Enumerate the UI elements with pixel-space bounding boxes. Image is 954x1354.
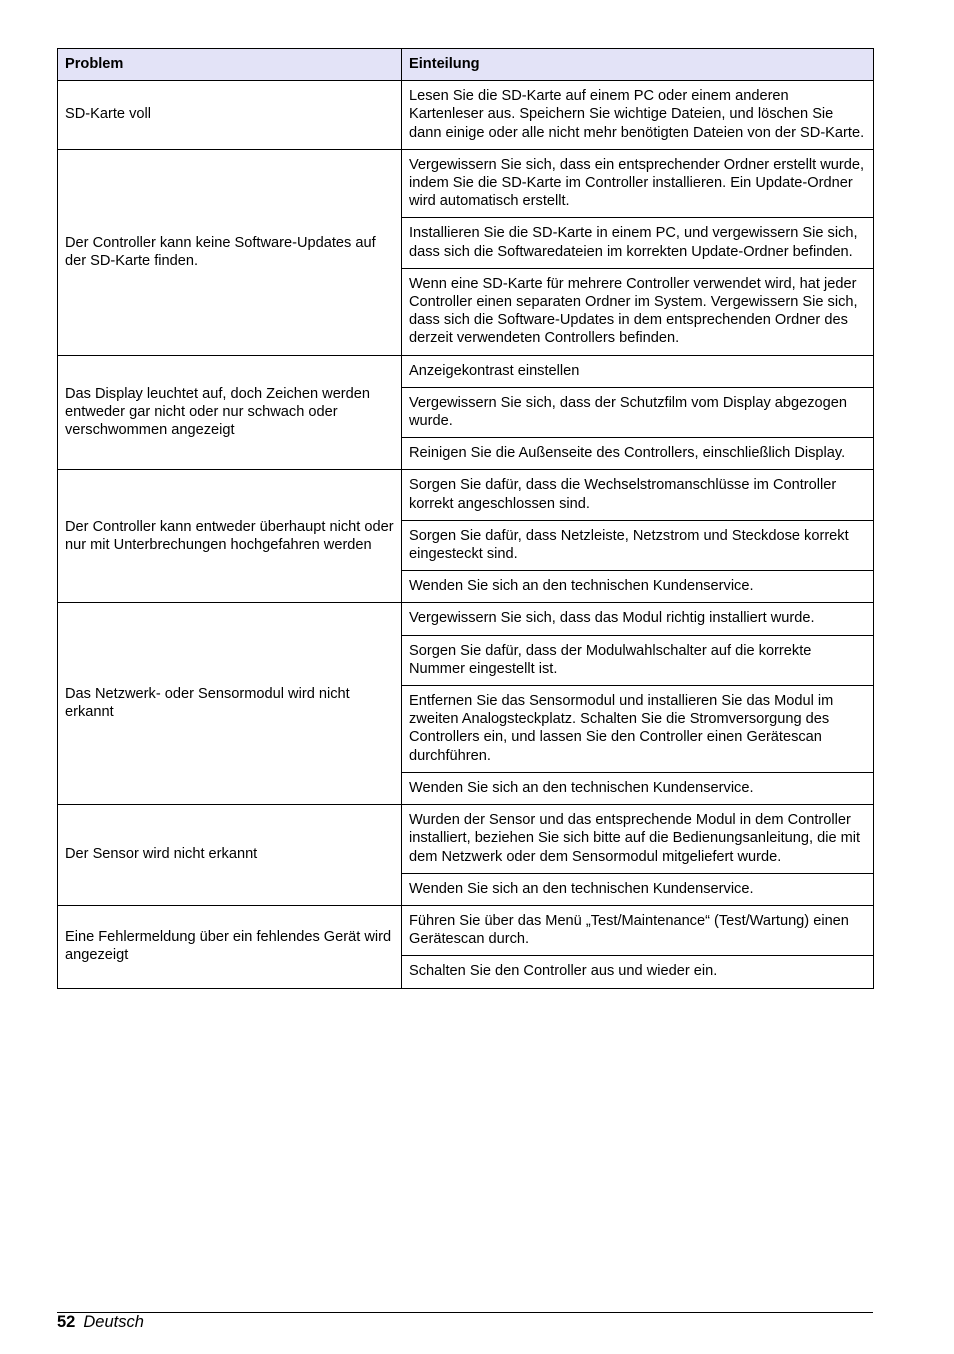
problem-cell: SD-Karte voll bbox=[58, 81, 402, 150]
footer-rule bbox=[57, 1312, 873, 1313]
troubleshooting-table bbox=[57, 48, 874, 989]
table-row bbox=[58, 149, 874, 218]
solution-cell: Schalten Sie den Controller aus und wieder ein. bbox=[402, 956, 874, 988]
solution-cell: Installieren Sie die SD-Karte in einem PC, und vergewissern Sie sich, dass sich die Softwaredateien im korrekten Update-Ordner befinden. bbox=[402, 218, 874, 268]
header-solution: Einteilung bbox=[402, 49, 874, 81]
solution-cell: Vergewissern Sie sich, dass das Modul richtig installiert wurde. bbox=[402, 603, 874, 635]
solution-cell: Anzeigekontrast einstellen bbox=[402, 355, 874, 387]
table-row bbox=[58, 905, 874, 955]
problem-cell: Der Sensor wird nicht erkannt bbox=[58, 805, 402, 906]
footer-language: Deutsch bbox=[83, 1313, 144, 1331]
problem-cell: Das Display leuchtet auf, doch Zeichen werden entweder gar nicht oder nur schwach oder verschwommen angezeigt bbox=[58, 355, 402, 470]
solution-cell: Führen Sie über das Menü „Test/Maintenance“ (Test/Wartung) einen Gerätescan durch. bbox=[402, 905, 874, 955]
solution-cell: Wenden Sie sich an den technischen Kundenservice. bbox=[402, 772, 874, 804]
solution-cell: Vergewissern Sie sich, dass der Schutzfilm vom Display abgezogen wurde. bbox=[402, 387, 874, 437]
page-number: 52 bbox=[57, 1313, 76, 1331]
table-header-row bbox=[58, 49, 874, 81]
table-body bbox=[58, 81, 874, 988]
problem-cell: Eine Fehlermeldung über ein fehlendes Gerät wird angezeigt bbox=[58, 905, 402, 988]
header-problem: Problem bbox=[58, 49, 402, 81]
problem-cell: Der Controller kann entweder überhaupt nicht oder nur mit Unterbrechungen hochgefahren werden bbox=[58, 470, 402, 603]
solution-cell: Wenn eine SD-Karte für mehrere Controller verwendet wird, hat jeder Controller einen separaten Ordner im System. Vergewissern Sie sich, dass sich die Software-Updates in dem entsprechenden Ordner des derzeit verwendeten Controllers befinden. bbox=[402, 268, 874, 355]
table-row bbox=[58, 805, 874, 874]
problem-cell: Das Netzwerk- oder Sensormodul wird nicht erkannt bbox=[58, 603, 402, 805]
solution-cell: Sorgen Sie dafür, dass die Wechselstromanschlüsse im Controller korrekt angeschlossen sind. bbox=[402, 470, 874, 520]
solution-cell: Reinigen Sie die Außenseite des Controllers, einschließlich Display. bbox=[402, 438, 874, 470]
solution-cell: Sorgen Sie dafür, dass der Modulwahlschalter auf die korrekte Nummer eingestellt ist. bbox=[402, 635, 874, 685]
page-footer bbox=[57, 1312, 144, 1332]
problem-cell: Der Controller kann keine Software-Updates auf der SD-Karte finden. bbox=[58, 149, 402, 355]
table-row bbox=[58, 603, 874, 635]
solution-cell: Wenden Sie sich an den technischen Kundenservice. bbox=[402, 571, 874, 603]
solution-cell: Wurden der Sensor und das entsprechende Modul in dem Controller installiert, beziehen Sie sich bitte auf die Bedienungsanleitung, die mit dem Netzwerk oder dem Sensormodul mitgeliefert wurde. bbox=[402, 805, 874, 874]
solution-cell: Sorgen Sie dafür, dass Netzleiste, Netzstrom und Steckdose korrekt eingesteckt sind. bbox=[402, 520, 874, 570]
table-row bbox=[58, 355, 874, 387]
table-row bbox=[58, 470, 874, 520]
solution-cell: Lesen Sie die SD-Karte auf einem PC oder einem anderen Kartenleser aus. Speichern Sie wichtige Dateien, und löschen Sie dann einige oder alle nicht mehr benötigten Dateien von der SD-Karte. bbox=[402, 81, 874, 150]
table-row bbox=[58, 81, 874, 150]
solution-cell: Vergewissern Sie sich, dass ein entsprechender Ordner erstellt wurde, indem Sie die SD-Karte im Controller installieren. Ein Update-Ordner wird automatisch erstellt. bbox=[402, 149, 874, 218]
solution-cell: Wenden Sie sich an den technischen Kundenservice. bbox=[402, 873, 874, 905]
solution-cell: Entfernen Sie das Sensormodul und installieren Sie das Modul im zweiten Analogsteckplatz. Schalten Sie die Stromversorgung des Controllers ein, und lassen Sie den Controller einen Gerätescan durchführen. bbox=[402, 686, 874, 773]
